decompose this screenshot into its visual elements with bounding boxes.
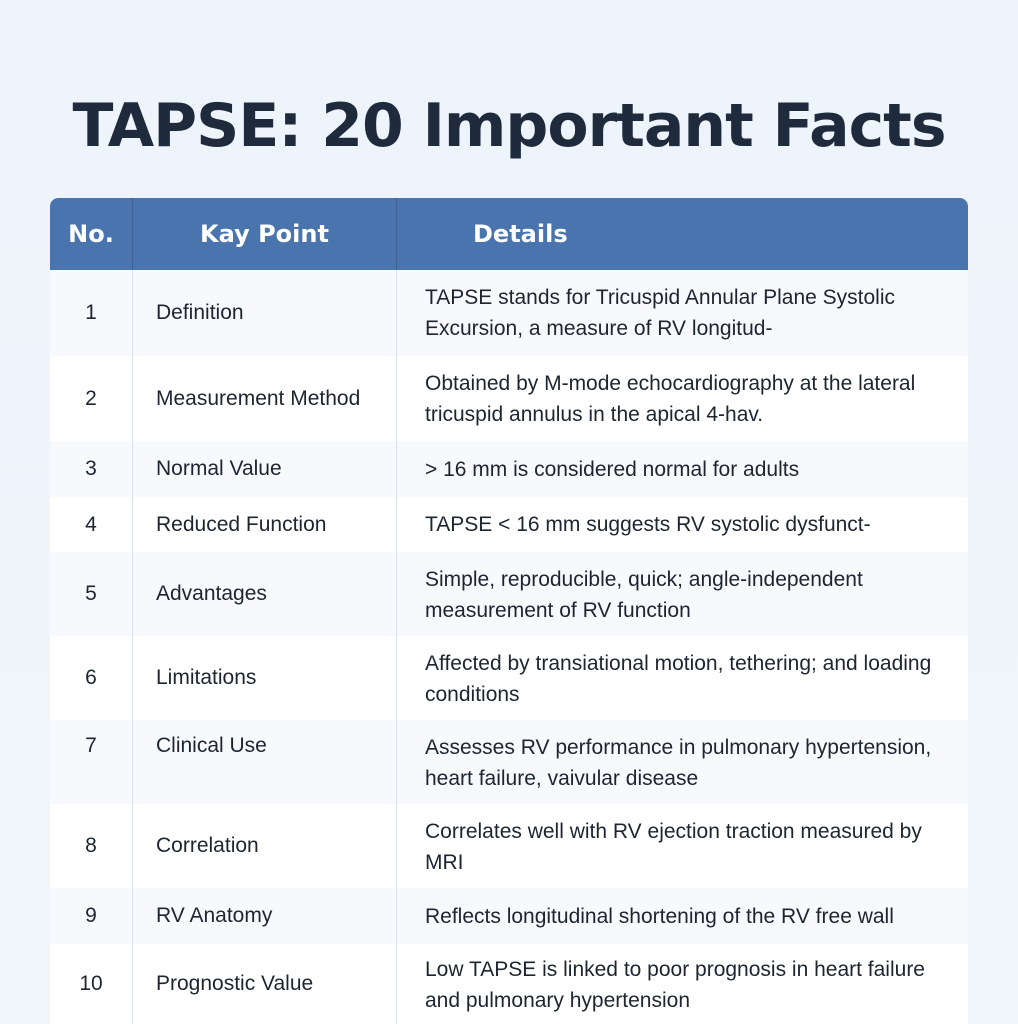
table-header (50, 198, 968, 270)
table-row (50, 270, 968, 356)
row-key-point: Clinical Use (133, 720, 397, 804)
row-details: Low TAPSE is linked to poor prognosis in heart failure and pulmonary hypertension (425, 958, 925, 1012)
row-number: 1 (50, 270, 133, 356)
table-row (50, 720, 968, 804)
row-key-point: Correlation (133, 804, 397, 888)
row-details: > 16 mm is considered normal for adults (425, 457, 800, 481)
row-details: Reflects longitudinal shortening of the RV free wall (425, 904, 894, 928)
row-number: 8 (50, 804, 133, 888)
row-number: 4 (50, 497, 133, 552)
row-key-point: Prognostic Value (133, 944, 397, 1024)
row-number: 3 (50, 441, 133, 497)
row-number: 5 (50, 552, 133, 636)
row-key-point: Reduced Function (133, 497, 397, 552)
row-number: 7 (50, 720, 133, 804)
table-row (50, 356, 968, 441)
row-number: 9 (50, 888, 133, 944)
row-number: 10 (50, 944, 133, 1024)
table-row (50, 944, 968, 1024)
row-details: Correlates well with RV ejection traction measured by MRI (425, 820, 922, 874)
row-key-point: Limitations (133, 636, 397, 720)
page-title: TAPSE: 20 Important Facts (72, 91, 946, 161)
header-key-point: Kay Point (133, 198, 397, 270)
row-key-point: Advantages (133, 552, 397, 636)
row-details: Obtained by M-mode echocardiography at the lateral tricuspid annulus in the apical 4-hav. (425, 372, 916, 426)
facts-table (50, 198, 968, 1024)
table-row (50, 552, 968, 636)
row-key-point: Normal Value (133, 441, 397, 497)
row-key-point: Definition (133, 270, 397, 356)
row-details: Assesses RV performance in pulmonary hypertension, heart failure, vaivular disease (425, 736, 932, 790)
table-row (50, 888, 968, 944)
row-details: TAPSE < 16 mm suggests RV systolic dysfunct- (425, 513, 871, 536)
table-row (50, 804, 968, 888)
row-details: TAPSE stands for Tricuspid Annular Plane Systolic Excursion, a measure of RV longitud- (425, 286, 895, 340)
row-key-point: RV Anatomy (133, 888, 397, 944)
header-no: No. (50, 198, 133, 270)
row-details: Affected by transiational motion, tethering; and loading conditions (425, 652, 932, 706)
header-details: Details (473, 220, 568, 248)
table-row (50, 441, 968, 497)
row-number: 6 (50, 636, 133, 720)
table-row (50, 497, 968, 552)
row-details: Simple, reproducible, quick; angle-independent measurement of RV function (425, 568, 863, 622)
table-row (50, 636, 968, 720)
row-key-point: Measurement Method (133, 356, 397, 441)
row-number: 2 (50, 356, 133, 441)
